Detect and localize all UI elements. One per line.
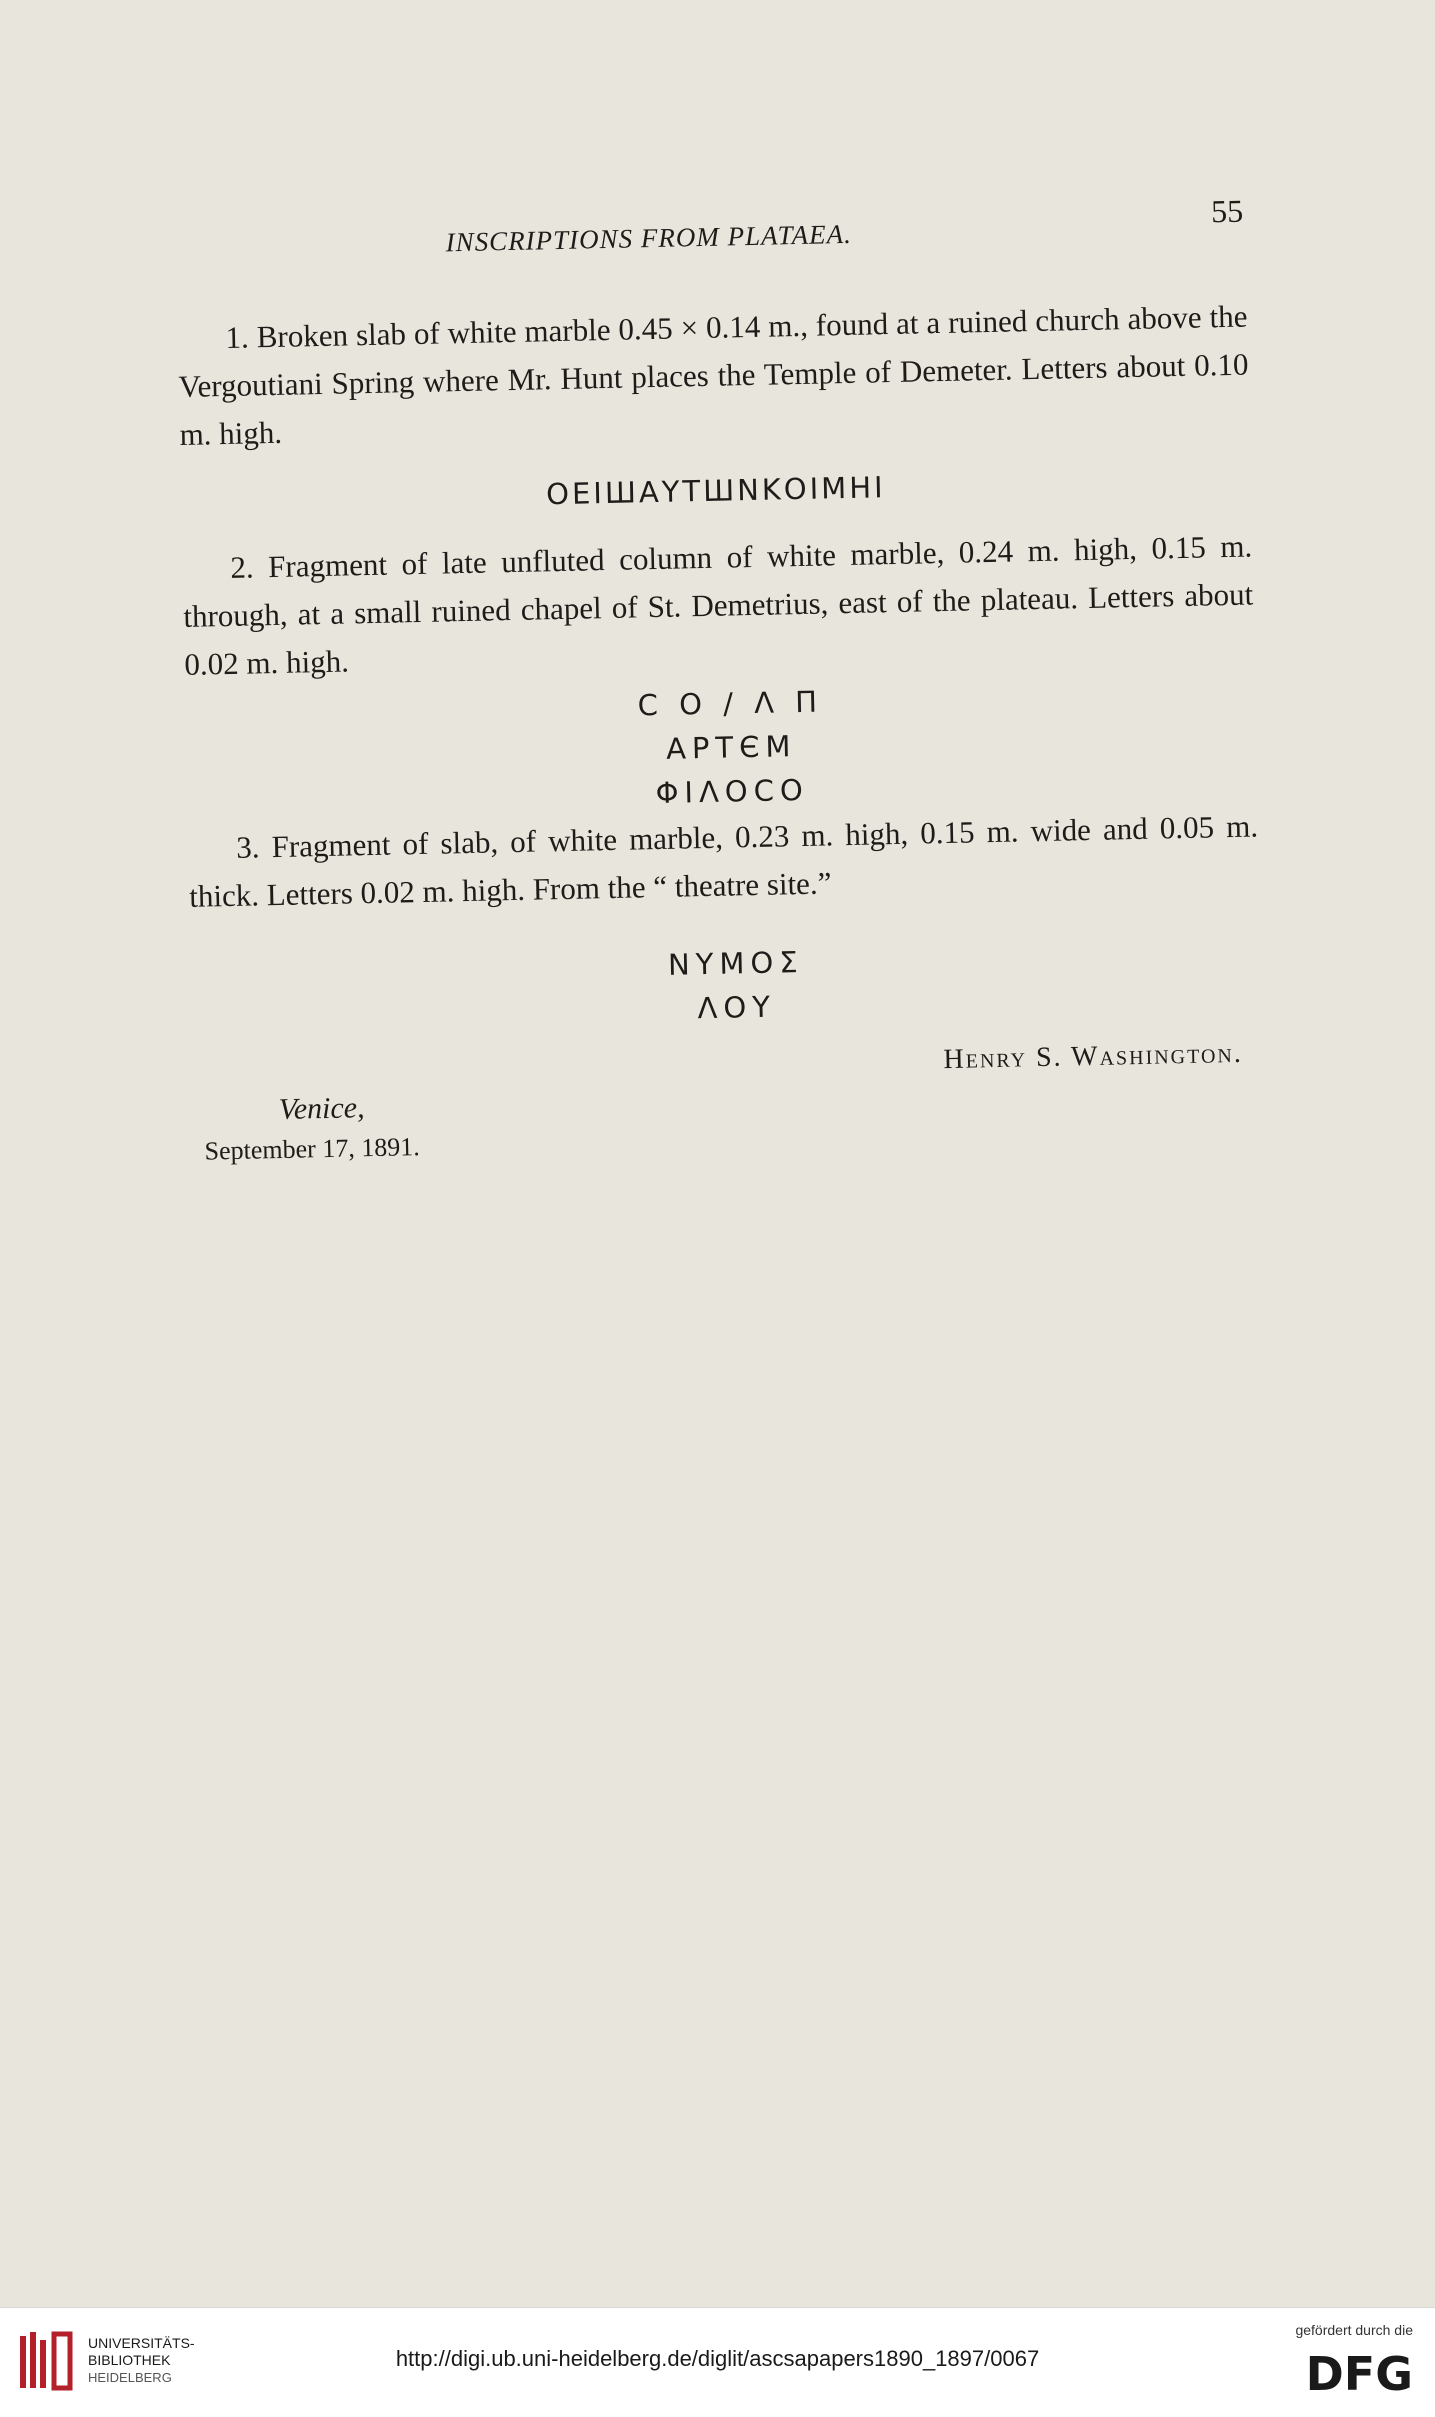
viewer-footer bbox=[0, 2307, 1435, 2417]
author-signature: Henry S. Washington. bbox=[943, 1037, 1244, 1076]
item-3-text: 3. Fragment of slab, of white marble, 0.23 m. high, 0.15 m. wide and 0.05 m. thick. Letters 0.02 m. high. From the “ theatre site.” bbox=[188, 808, 1259, 914]
inscription-3 bbox=[200, 930, 1272, 1040]
inscription-1-line-1: OΕΙШΑΥΤШΝΚΟΙΜΗΙ bbox=[545, 470, 886, 512]
running-head bbox=[175, 193, 1246, 265]
item-1-paragraph bbox=[177, 293, 1250, 459]
item-2-text: 2. Fragment of late unfluted column of white marble, 0.24 m. high, 0.15 m. through, at a small ruined chapel of St. Demetrius, east of the plateau. Letters about 0.02 m. high. bbox=[183, 528, 1254, 682]
library-name-line-2: BIBLIOTHEK bbox=[88, 2352, 171, 2368]
dateline-date: September 17, 1891. bbox=[204, 1132, 421, 1166]
inscription-1 bbox=[181, 458, 1252, 524]
inscription-2-line-3: ΦΙΛΟϹΟ bbox=[655, 772, 810, 811]
dfg-logo-text: DFG bbox=[1305, 2347, 1413, 2398]
dateline-place: Venice, bbox=[278, 1091, 365, 1127]
funding-note: gefördert durch die bbox=[1295, 2322, 1413, 2338]
library-name-line-1: UNIVERSITÄTS- bbox=[88, 2335, 195, 2351]
inscription-2 bbox=[195, 670, 1268, 824]
library-name-line-3: HEIDELBERG bbox=[88, 2370, 172, 2385]
inscription-2-line-2: ΑΡΤЄΜ bbox=[665, 729, 797, 766]
dfg-logo-icon bbox=[1281, 2346, 1413, 2398]
page-content bbox=[175, 192, 1259, 1166]
permalink-url[interactable]: http://digi.ub.uni-heidelberg.de/diglit/ascsapapers1890_1897/0067 bbox=[395, 2346, 1040, 2371]
running-head-title: INSCRIPTIONS FROM PLATAEA. bbox=[445, 218, 853, 258]
inscription-3-line-2: ΛΟΥ bbox=[697, 989, 777, 1026]
item-1-text: 1. Broken slab of white marble 0.45 × 0.14 m., found at a ruined church above the Vergoutiani Spring where Mr. Hunt places the Temple of Demeter. Letters about 0.10 m. high. bbox=[178, 298, 1249, 452]
item-2-paragraph bbox=[182, 523, 1255, 689]
page-number: 55 bbox=[1210, 192, 1244, 230]
inscription-3-line-1: ΝΥΜΟΣ bbox=[667, 945, 804, 982]
inscription-2-line-1: C O / Λ Π bbox=[637, 684, 824, 723]
